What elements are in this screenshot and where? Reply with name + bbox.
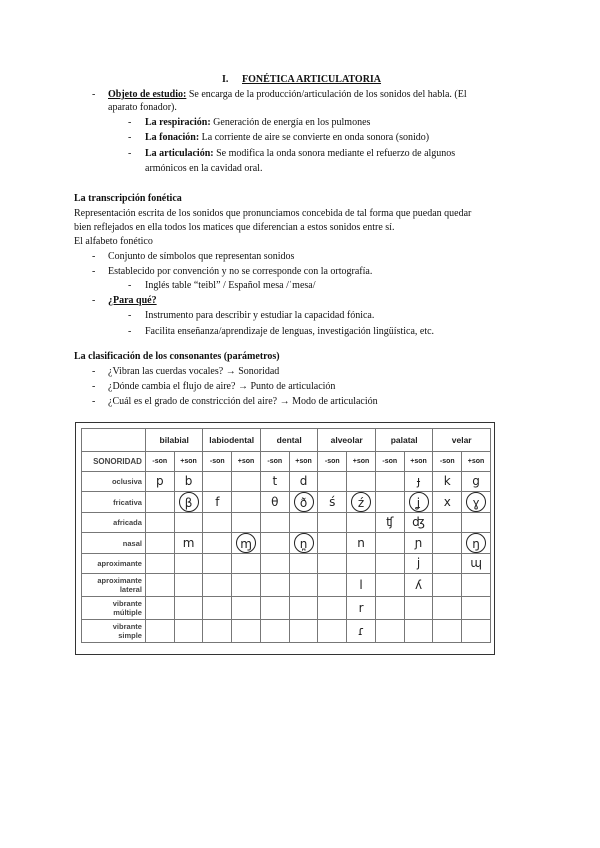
table-row bbox=[82, 492, 491, 513]
symbol-cell bbox=[462, 554, 491, 574]
question-text: ¿Vibran las cuerdas vocales? bbox=[108, 366, 224, 377]
symbol-cell bbox=[145, 492, 174, 513]
row-label-line: aproximante bbox=[97, 576, 142, 585]
symbol-cell bbox=[318, 597, 347, 620]
bullet-dash: - bbox=[92, 381, 96, 392]
symbol-cell bbox=[289, 597, 318, 620]
symbol-cell bbox=[145, 597, 174, 620]
symbol-cell bbox=[203, 554, 232, 574]
row-label-line: vibrante bbox=[112, 622, 142, 631]
row-label: fricativa bbox=[82, 492, 146, 513]
ipa-symbol: ɰ bbox=[470, 556, 482, 570]
circled-symbol: n̪ bbox=[294, 533, 314, 553]
symbol-cell bbox=[260, 597, 289, 620]
symbol-cell bbox=[462, 574, 491, 597]
transcription-title: La transcripción fonética bbox=[74, 193, 182, 204]
symbol-cell bbox=[375, 513, 404, 533]
circled-symbol: β bbox=[179, 492, 199, 512]
item-respiracion bbox=[145, 116, 370, 129]
voicing-header-row bbox=[82, 452, 491, 472]
symbol-cell bbox=[375, 472, 404, 492]
bullet-dash: - bbox=[92, 366, 96, 377]
para-que-label: ¿Para qué? bbox=[108, 295, 157, 306]
row-label: nasal bbox=[82, 533, 146, 554]
symbol-cell bbox=[375, 620, 404, 643]
bullet-dash: - bbox=[128, 117, 132, 128]
item-text: La corriente de aire se convierte en onda sonora (sonido) bbox=[201, 132, 430, 143]
transcription-para-2: bien reflejados en ella todos los matices que diferencian a estos sonidos entre sí. bbox=[74, 222, 395, 233]
bullet-dash: - bbox=[92, 295, 96, 306]
symbol-cell bbox=[462, 492, 491, 513]
circled-symbol: ɱ bbox=[236, 533, 256, 553]
symbol-cell bbox=[404, 620, 433, 643]
bullet-dash: - bbox=[128, 280, 132, 291]
bullet-dash: - bbox=[92, 396, 96, 407]
question-text: ¿Dónde cambia el flujo de aire? bbox=[108, 381, 236, 392]
symbol-cell bbox=[318, 492, 347, 513]
ipa-symbol: θ bbox=[271, 494, 279, 509]
table-row bbox=[82, 554, 491, 574]
symbol-cell bbox=[232, 472, 261, 492]
symbol-cell bbox=[174, 513, 203, 533]
symbol-cell bbox=[433, 597, 462, 620]
symbol-cell bbox=[232, 513, 261, 533]
symbol-cell bbox=[289, 554, 318, 574]
symbol-cell bbox=[174, 533, 203, 554]
alphabet-bullet-1: Conjunto de símbolos que representan sonidos bbox=[108, 251, 295, 262]
circled-symbol: ʝ bbox=[409, 492, 429, 512]
voiced-header: +son bbox=[404, 452, 433, 472]
question-answer: Punto de articulación bbox=[250, 381, 336, 392]
table-row bbox=[82, 574, 491, 597]
symbol-cell bbox=[318, 554, 347, 574]
symbol-cell bbox=[145, 472, 174, 492]
page-title: FONÉTICA ARTICULATORIA bbox=[242, 74, 382, 85]
voiced-header: +son bbox=[347, 452, 376, 472]
alphabet-bullet-2: Establecido por convención y no se corresponde con la ortografía. bbox=[108, 266, 373, 277]
para-que-item-1: Instrumento para describir y estudiar la capacidad fónica. bbox=[145, 310, 375, 321]
row-label-line: simple bbox=[118, 631, 142, 640]
symbol-cell bbox=[318, 513, 347, 533]
symbol-cell bbox=[260, 574, 289, 597]
voiceless-header: -son bbox=[203, 452, 232, 472]
item-label: La fonación: bbox=[145, 132, 200, 143]
symbol-cell bbox=[347, 472, 376, 492]
symbol-cell bbox=[232, 620, 261, 643]
symbol-cell bbox=[318, 620, 347, 643]
symbol-cell bbox=[433, 492, 462, 513]
symbol-cell bbox=[289, 472, 318, 492]
ipa-symbol: n bbox=[357, 535, 365, 550]
symbol-cell bbox=[232, 574, 261, 597]
row-label bbox=[82, 574, 146, 597]
classification-title: La clasificación de los consonantes (parámetros) bbox=[74, 351, 280, 362]
arrow-icon: → bbox=[237, 381, 248, 392]
ipa-symbol: t bbox=[272, 474, 278, 488]
ipa-symbol: ɟ bbox=[416, 474, 421, 488]
item-label: La articulación: bbox=[145, 148, 214, 159]
ipa-symbol: ɾ bbox=[357, 623, 365, 638]
symbol-cell bbox=[375, 597, 404, 620]
object-text-2: aparato fonador). bbox=[108, 102, 177, 113]
table-row bbox=[82, 472, 491, 492]
symbol-cell bbox=[260, 513, 289, 533]
corner-cell bbox=[82, 429, 146, 452]
row-label bbox=[82, 620, 146, 643]
symbol-cell bbox=[375, 554, 404, 574]
row-label-line: lateral bbox=[119, 585, 142, 594]
symbol-cell bbox=[462, 597, 491, 620]
ipa-symbol: j bbox=[416, 556, 421, 570]
circled-symbol: ŋ bbox=[466, 533, 486, 553]
ipa-table bbox=[81, 428, 491, 643]
symbol-cell bbox=[174, 554, 203, 574]
symbol-cell bbox=[375, 492, 404, 513]
symbol-cell bbox=[289, 513, 318, 533]
row-label: aproximante bbox=[82, 554, 146, 574]
circled-symbol: ð bbox=[294, 492, 314, 512]
symbol-cell bbox=[260, 472, 289, 492]
ipa-symbol: ʤ bbox=[412, 515, 425, 529]
symbol-cell bbox=[375, 574, 404, 597]
symbol-cell bbox=[318, 472, 347, 492]
bullet-dash: - bbox=[128, 310, 132, 321]
voiced-header: +son bbox=[232, 452, 261, 472]
table-row bbox=[82, 513, 491, 533]
symbol-cell bbox=[203, 597, 232, 620]
heading-number: I. bbox=[222, 74, 229, 85]
voiceless-header: -son bbox=[260, 452, 289, 472]
symbol-cell bbox=[318, 574, 347, 597]
table-row bbox=[82, 533, 491, 554]
symbol-cell bbox=[433, 472, 462, 492]
place-alveolar: alveolar bbox=[318, 429, 375, 452]
symbol-cell bbox=[462, 472, 491, 492]
symbol-cell bbox=[404, 472, 433, 492]
item-text: Generación de energía en los pulmones bbox=[213, 117, 371, 128]
symbol-cell bbox=[347, 554, 376, 574]
alphabet-example: Inglés table “teibl” / Español mesa /ˈmesa/ bbox=[145, 280, 316, 291]
question-answer: Modo de articulación bbox=[292, 396, 378, 407]
symbol-cell bbox=[174, 472, 203, 492]
voiced-header: +son bbox=[289, 452, 318, 472]
bullet-dash: - bbox=[128, 148, 132, 159]
voiced-header: +son bbox=[462, 452, 491, 472]
transcription-para-1: Representación escrita de los sonidos que pronunciamos concebida de tal forma que puedan quedar bbox=[74, 208, 472, 219]
row-label-line: vibrante bbox=[112, 599, 142, 608]
ipa-symbol: ʧ bbox=[386, 515, 394, 529]
symbol-cell bbox=[232, 597, 261, 620]
symbol-cell bbox=[347, 574, 376, 597]
symbol-cell bbox=[232, 554, 261, 574]
question-2 bbox=[108, 380, 335, 393]
place-palatal: palatal bbox=[375, 429, 432, 452]
symbol-cell bbox=[404, 597, 433, 620]
ipa-symbol: g bbox=[472, 474, 480, 488]
symbol-cell bbox=[145, 620, 174, 643]
question-answer: Sonoridad bbox=[238, 366, 280, 377]
ipa-symbol: d bbox=[299, 474, 308, 488]
symbol-cell bbox=[347, 620, 376, 643]
symbol-cell bbox=[203, 472, 232, 492]
place-dental: dental bbox=[260, 429, 317, 452]
row-label-line: múltiple bbox=[113, 608, 142, 617]
voiced-header: +son bbox=[174, 452, 203, 472]
symbol-cell bbox=[203, 620, 232, 643]
symbol-cell bbox=[174, 597, 203, 620]
ipa-symbol: ʎ bbox=[414, 577, 423, 592]
symbol-cell bbox=[462, 533, 491, 554]
place-velar: velar bbox=[433, 429, 491, 452]
symbol-cell bbox=[145, 554, 174, 574]
symbol-cell bbox=[289, 574, 318, 597]
symbol-cell bbox=[203, 513, 232, 533]
table-row bbox=[82, 597, 491, 620]
item-articulacion bbox=[145, 147, 455, 160]
ipa-symbol: b bbox=[184, 474, 193, 488]
symbol-cell bbox=[289, 620, 318, 643]
row-label bbox=[82, 597, 146, 620]
place-bilabial: bilabial bbox=[145, 429, 202, 452]
item-fonacion bbox=[145, 131, 429, 144]
ipa-symbol: ɲ bbox=[414, 535, 423, 550]
row-label: africada bbox=[82, 513, 146, 533]
object-line1 bbox=[108, 88, 467, 101]
symbol-cell bbox=[375, 533, 404, 554]
alphabet-title: El alfabeto fonético bbox=[74, 236, 153, 247]
voiceless-header: -son bbox=[375, 452, 404, 472]
place-labiodental: labiodental bbox=[203, 429, 261, 452]
ipa-symbol: p bbox=[156, 474, 164, 488]
symbol-cell bbox=[203, 492, 232, 513]
place-header-row bbox=[82, 429, 491, 452]
symbol-cell bbox=[433, 620, 462, 643]
ipa-consonant-chart bbox=[75, 422, 495, 655]
bullet-dash: - bbox=[92, 251, 96, 262]
symbol-cell bbox=[260, 554, 289, 574]
symbol-cell bbox=[318, 533, 347, 554]
question-3 bbox=[108, 395, 378, 408]
ipa-symbol: ś bbox=[329, 494, 336, 509]
symbol-cell bbox=[203, 533, 232, 554]
symbol-cell bbox=[433, 533, 462, 554]
ipa-symbol: m bbox=[182, 535, 195, 550]
symbol-cell bbox=[232, 492, 261, 513]
ipa-symbol: r bbox=[358, 600, 364, 615]
bullet-dash: - bbox=[128, 132, 132, 143]
question-1 bbox=[108, 365, 279, 378]
symbol-cell bbox=[145, 574, 174, 597]
bullet-dash: - bbox=[128, 326, 132, 337]
item-articulacion-2: armónicos en la cavidad oral. bbox=[145, 163, 263, 174]
question-text: ¿Cuál es el grado de constricción del aire? bbox=[108, 396, 278, 407]
symbol-cell bbox=[145, 533, 174, 554]
symbol-cell bbox=[260, 533, 289, 554]
object-text-1: Se encarga de la producción/articulación de los sonidos del habla. (El bbox=[188, 89, 467, 100]
table-row bbox=[82, 620, 491, 643]
symbol-cell bbox=[404, 574, 433, 597]
symbol-cell bbox=[433, 513, 462, 533]
voiceless-header: -son bbox=[433, 452, 462, 472]
ipa-symbol: x bbox=[443, 494, 451, 509]
symbol-cell bbox=[347, 597, 376, 620]
symbol-cell bbox=[174, 492, 203, 513]
symbol-cell bbox=[404, 554, 433, 574]
symbol-cell bbox=[232, 533, 261, 554]
object-label: Objeto de estudio: bbox=[108, 89, 187, 100]
symbol-cell bbox=[347, 533, 376, 554]
arrow-icon: → bbox=[225, 366, 236, 377]
circled-symbol: ź bbox=[351, 492, 371, 512]
symbol-cell bbox=[347, 513, 376, 533]
row-label: oclusiva bbox=[82, 472, 146, 492]
symbol-cell bbox=[433, 574, 462, 597]
symbol-cell bbox=[347, 492, 376, 513]
symbol-cell bbox=[289, 533, 318, 554]
sonoridad-label: SONORIDAD bbox=[82, 452, 146, 472]
bullet-dash: - bbox=[92, 89, 96, 100]
symbol-cell bbox=[174, 574, 203, 597]
symbol-cell bbox=[462, 620, 491, 643]
item-label: La respiración: bbox=[145, 117, 211, 128]
bullet-dash: - bbox=[92, 266, 96, 277]
voiceless-header: -son bbox=[318, 452, 347, 472]
ipa-symbol: l bbox=[359, 577, 363, 592]
symbol-cell bbox=[404, 513, 433, 533]
arrow-icon: → bbox=[279, 396, 290, 407]
symbol-cell bbox=[203, 574, 232, 597]
symbol-cell bbox=[145, 513, 174, 533]
ipa-symbol: k bbox=[443, 474, 451, 488]
symbol-cell bbox=[404, 533, 433, 554]
para-que-item-2: Facilita enseñanza/aprendizaje de lenguas, investigación lingüística, etc. bbox=[145, 326, 435, 337]
voiceless-header: -son bbox=[145, 452, 174, 472]
circled-symbol: ɣ bbox=[466, 492, 486, 512]
symbol-cell bbox=[289, 492, 318, 513]
symbol-cell bbox=[174, 620, 203, 643]
symbol-cell bbox=[433, 554, 462, 574]
ipa-symbol: f bbox=[215, 494, 220, 509]
symbol-cell bbox=[404, 492, 433, 513]
symbol-cell bbox=[260, 492, 289, 513]
symbol-cell bbox=[462, 513, 491, 533]
item-text: Se modifica la onda sonora mediante el refuerzo de algunos bbox=[216, 148, 456, 159]
symbol-cell bbox=[260, 620, 289, 643]
